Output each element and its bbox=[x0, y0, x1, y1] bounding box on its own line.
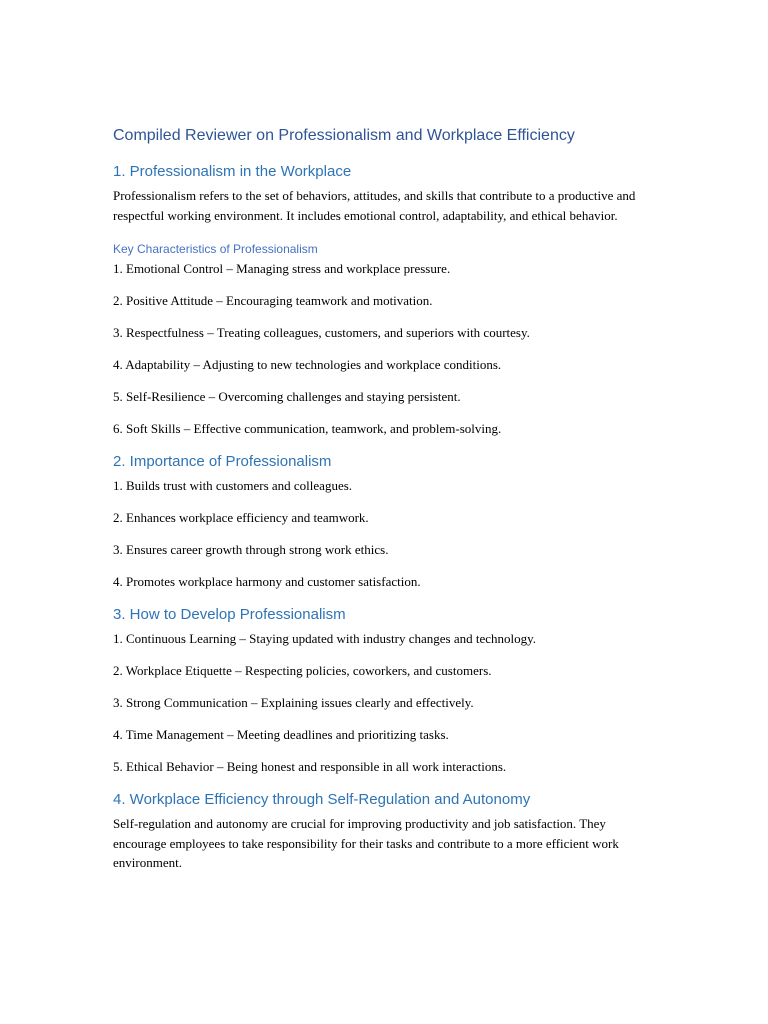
list-item: 4. Time Management – Meeting deadlines and prioritizing tasks. bbox=[113, 727, 449, 742]
characteristics-list bbox=[113, 259, 658, 438]
list-item: 4. Adaptability – Adjusting to new technologies and workplace conditions. bbox=[113, 357, 502, 372]
list-item: 3. Respectfulness – Treating colleagues, customers, and superiors with courtesy. bbox=[113, 325, 530, 340]
section-importance bbox=[113, 451, 658, 591]
list-item: 1. Emotional Control – Managing stress and workplace pressure. bbox=[113, 261, 451, 276]
list-item: 4. Promotes workplace harmony and customer satisfaction. bbox=[113, 574, 421, 589]
list-item: 3. Ensures career growth through strong work ethics. bbox=[113, 542, 389, 557]
list-item: 2. Positive Attitude – Encouraging teamwork and motivation. bbox=[113, 293, 433, 308]
section-heading: 2. Importance of Professionalism bbox=[113, 453, 332, 470]
list-item: 5. Self-Resilience – Overcoming challenges and staying persistent. bbox=[113, 389, 461, 404]
section-paragraph: Self-regulation and autonomy are crucial for improving productivity and job satisfaction. They encourage employees to take responsibility for their tasks and contribute to a more efficient work environment. bbox=[113, 816, 619, 870]
list-item: 1. Continuous Learning – Staying updated with industry changes and technology. bbox=[113, 631, 537, 646]
section-paragraph: Professionalism refers to the set of behaviors, attitudes, and skills that contribute to a productive and respectful working environment. It includes emotional control, adaptability, and ethical behavior. bbox=[113, 188, 636, 223]
section-how-to-develop bbox=[113, 604, 658, 776]
section-workplace-efficiency bbox=[113, 789, 658, 873]
subsection-heading: Key Characteristics of Professionalism bbox=[113, 242, 318, 256]
section-heading: 4. Workplace Efficiency through Self-Regulation and Autonomy bbox=[113, 791, 531, 808]
section-professionalism-in-workplace bbox=[113, 161, 658, 438]
develop-list bbox=[113, 629, 658, 776]
list-item: 6. Soft Skills – Effective communication, teamwork, and problem-solving. bbox=[113, 421, 502, 436]
document-page bbox=[113, 124, 658, 888]
list-item: 3. Strong Communication – Explaining issues clearly and effectively. bbox=[113, 695, 474, 710]
list-item: 2. Workplace Etiquette – Respecting policies, coworkers, and customers. bbox=[113, 663, 492, 678]
document-title: Compiled Reviewer on Professionalism and Workplace Efficiency bbox=[113, 127, 575, 144]
list-item: 5. Ethical Behavior – Being honest and responsible in all work interactions. bbox=[113, 759, 507, 774]
importance-list bbox=[113, 476, 658, 591]
list-item: 2. Enhances workplace efficiency and teamwork. bbox=[113, 510, 369, 525]
section-heading: 3. How to Develop Professionalism bbox=[113, 606, 346, 623]
section-heading: 1. Professionalism in the Workplace bbox=[113, 163, 352, 180]
list-item: 1. Builds trust with customers and colleagues. bbox=[113, 478, 353, 493]
